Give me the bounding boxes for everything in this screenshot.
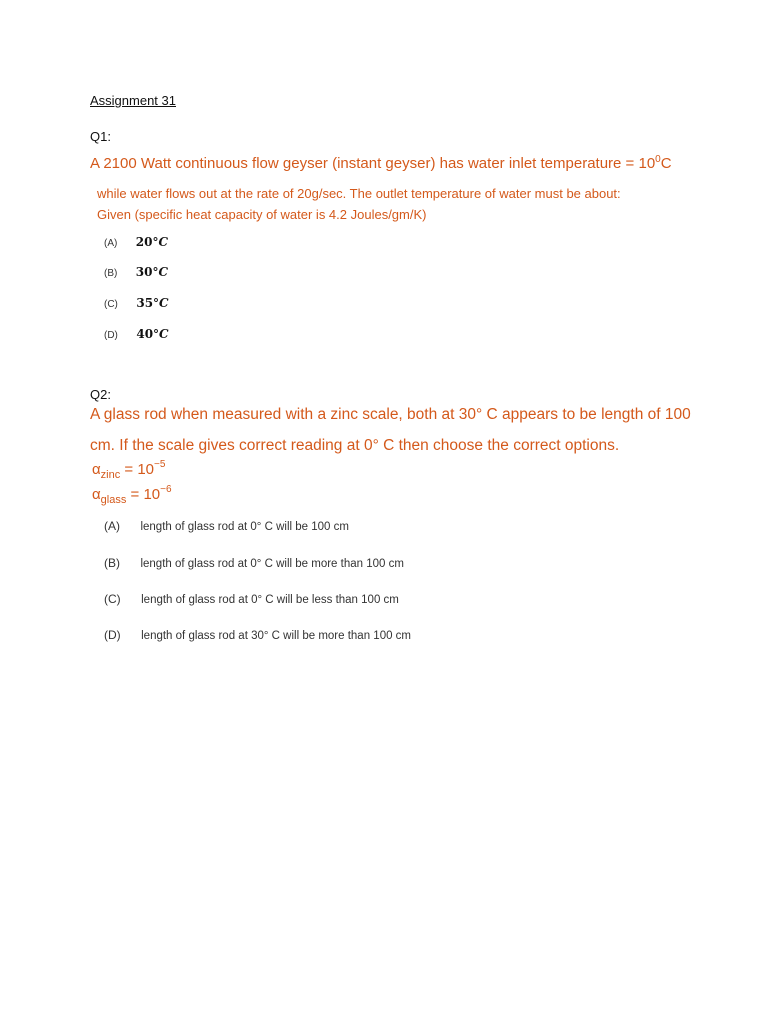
alpha-zinc: $\alpha_{zinc} = 10^{-5}$ bbox=[92, 459, 166, 481]
option-letter: (B) bbox=[104, 268, 118, 279]
option-text: length of glass rod at 0° C will be more than 100 cm bbox=[140, 558, 404, 570]
q2-question-line1: A glass rod when measured with a zinc scale, both at 30° C appears to be length of 100 bbox=[90, 406, 691, 423]
q1-option-b[interactable] bbox=[104, 263, 168, 281]
option-value: 40°C bbox=[136, 327, 169, 341]
q1-option-a[interactable] bbox=[104, 233, 168, 251]
option-letter: (C) bbox=[104, 592, 121, 606]
option-letter: (A) bbox=[104, 519, 120, 533]
q1-question-line2: while water flows out at the rate of 20g/sec. The outlet temperature of water must be about: bbox=[97, 186, 621, 201]
q2-option-a[interactable] bbox=[104, 517, 349, 535]
option-letter: (B) bbox=[104, 556, 120, 570]
page-title: Assignment 31 bbox=[90, 93, 176, 108]
option-text: length of glass rod at 0° C will be less than 100 cm bbox=[141, 594, 399, 606]
option-letter: (D) bbox=[104, 330, 118, 341]
alpha-glass: $\alpha_{glass} = 10^{-6}$ bbox=[92, 484, 172, 506]
q2-label: Q2: bbox=[90, 387, 111, 402]
q1-question-line1: A 2100 Watt continuous flow geyser (instant geyser) has water inlet temperature = $10^0C$ bbox=[90, 154, 672, 172]
q2-question-line2: cm. If the scale gives correct reading at 0° C then choose the correct options. bbox=[90, 437, 620, 454]
option-letter: (C) bbox=[104, 299, 118, 310]
q1-question-line3: Given (specific heat capacity of water is 4.2 Joules/gm/K) bbox=[97, 207, 427, 222]
option-value: 30°C bbox=[135, 265, 169, 279]
q2-option-b[interactable] bbox=[104, 554, 404, 572]
option-letter: (D) bbox=[104, 628, 121, 642]
q1-label: Q1: bbox=[90, 129, 111, 144]
q1-option-d[interactable] bbox=[104, 325, 169, 343]
option-value: 20°C bbox=[135, 235, 169, 249]
option-letter: (A) bbox=[104, 238, 118, 249]
q1-option-c[interactable] bbox=[104, 294, 169, 312]
q2-option-c[interactable] bbox=[104, 590, 399, 608]
option-text: length of glass rod at 30° C will be more than 100 cm bbox=[141, 630, 412, 642]
option-text: length of glass rod at 0° C will be 100 cm bbox=[140, 521, 349, 533]
q2-option-d[interactable] bbox=[104, 626, 411, 644]
option-value: 35°C bbox=[136, 296, 169, 310]
